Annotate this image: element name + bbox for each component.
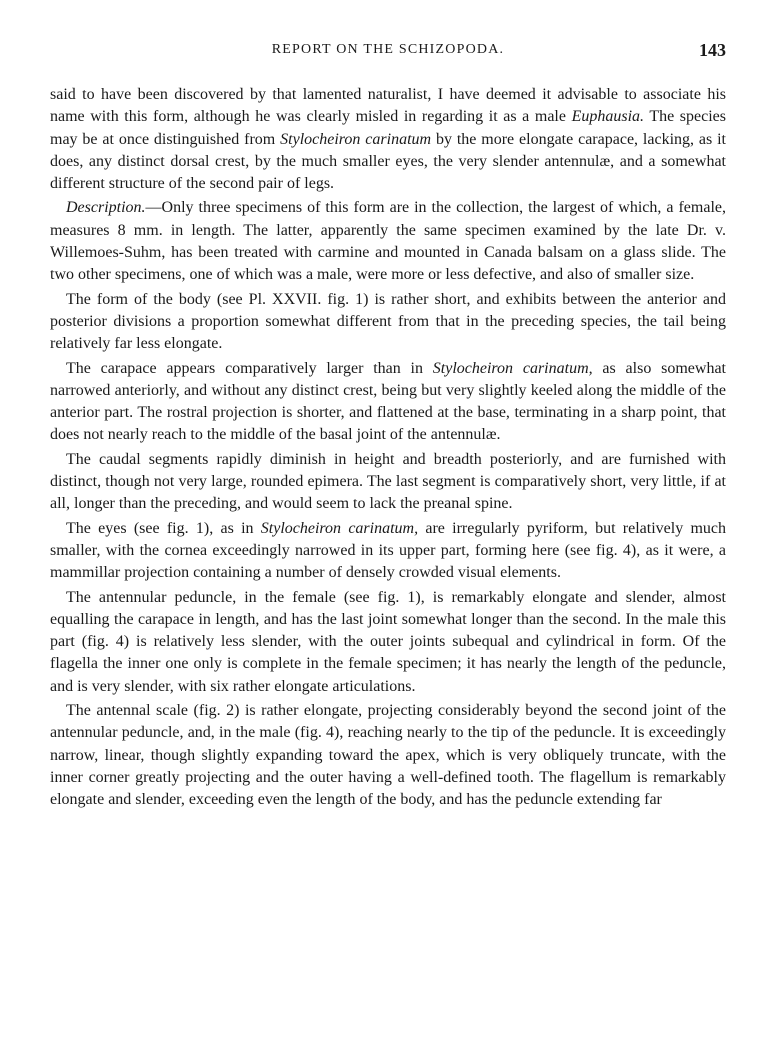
paragraph-5: The caudal segments rapidly diminish in height and breadth posteriorly, and are furnished with distinct, though not very large, rounded epimera. The last segment is comparatively short, very little, if at all, longer than the preceding, and would seem to lack the preanal spine. bbox=[50, 450, 726, 513]
italic-term: Euphausia. bbox=[571, 108, 645, 126]
paragraph-6: The eyes (see fig. 1), as in Stylocheiron carinatum, are irregularly pyriform, but relatively much smaller, with the cornea exceedingly narrowed in its upper part, forming here (see fig. 4), as it were, a mammillar projection containing a number of densely crowded visual elements. bbox=[50, 519, 727, 582]
page-header bbox=[50, 42, 726, 64]
italic-term: Stylocheiron carinatum, bbox=[260, 519, 419, 537]
paragraph-7: The antennular peduncle, in the female (see fig. 1), is remarkably elongate and slender, almost equalling the carapace in length, and has the last joint somewhat longer than the second. In the male this part (fig. 4) is relatively less slender, with the outer joints subequal and cylindrical in form. Of the flagella the inner one only is complete in the female specimen; it has nearly the length of the peduncle, and is very slender, with six rather elongate articulations. bbox=[50, 588, 726, 695]
body-text bbox=[50, 84, 726, 813]
paragraph-3: The form of the body (see Pl. XXVII. fig. 1) is rather short, and exhibits between the anterior and posterior divisions a proportion somewhat different from that in the preceding species, the tail being relatively far less elongate. bbox=[50, 290, 726, 353]
page-number: 143 bbox=[699, 40, 726, 60]
paragraph-1: said to have been discovered by that lamented naturalist, I have deemed it advisable to associate his name with this form, although he was clearly misled in regarding it as a male Euphausia. The species may be at once distinguished from Stylocheiron carinatum by the more elongate carapace, lacking, as it does, any distinct dorsal crest, by the much smaller eyes, the very slender antennulæ, and a somewhat different structure of the second pair of legs. bbox=[50, 86, 727, 193]
paragraph-8: The antennal scale (fig. 2) is rather elongate, projecting considerably beyond the second joint of the antennular peduncle, and, in the male (fig. 4), reaching nearly to the tip of the peduncle. It is exceedingly narrow, linear, though slightly expanding toward the apex, which is very obliquely truncate, with the inner corner greatly projecting and the outer having a well-defined tooth. The flagellum is remarkably elongate and slender, exceeding even the length of the body, and has the peduncle extending far bbox=[50, 702, 726, 809]
paragraph-4: The carapace appears comparatively larger than in Stylocheiron carinatum, as also somewhat narrowed anteriorly, and without any distinct crest, being but very slightly keeled along the middle of the anterior part. The rostral projection is shorter, and flattened at the base, terminating in a sharp point, that does not nearly reach to the middle of the basal joint of the antennulæ. bbox=[50, 359, 726, 444]
italic-term: Stylocheiron carinatum, bbox=[432, 359, 593, 377]
paragraph-2: Description.—Only three specimens of this form are in the collection, the largest of which, a female, measures 8 mm. in length. The latter, apparently the same specimen examined by the late Dr. v. Willemoes-Suhm, has been treated with carmine and mounted in Canada balsam on a glass slide. The two other specimens, one of which was a male, were more or less defective, and also of smaller size. bbox=[50, 199, 726, 284]
italic-term: Stylocheiron carinatum bbox=[280, 130, 432, 148]
italic-term: Description. bbox=[66, 199, 146, 217]
running-title: REPORT ON THE SCHIZOPODA. bbox=[271, 42, 505, 57]
